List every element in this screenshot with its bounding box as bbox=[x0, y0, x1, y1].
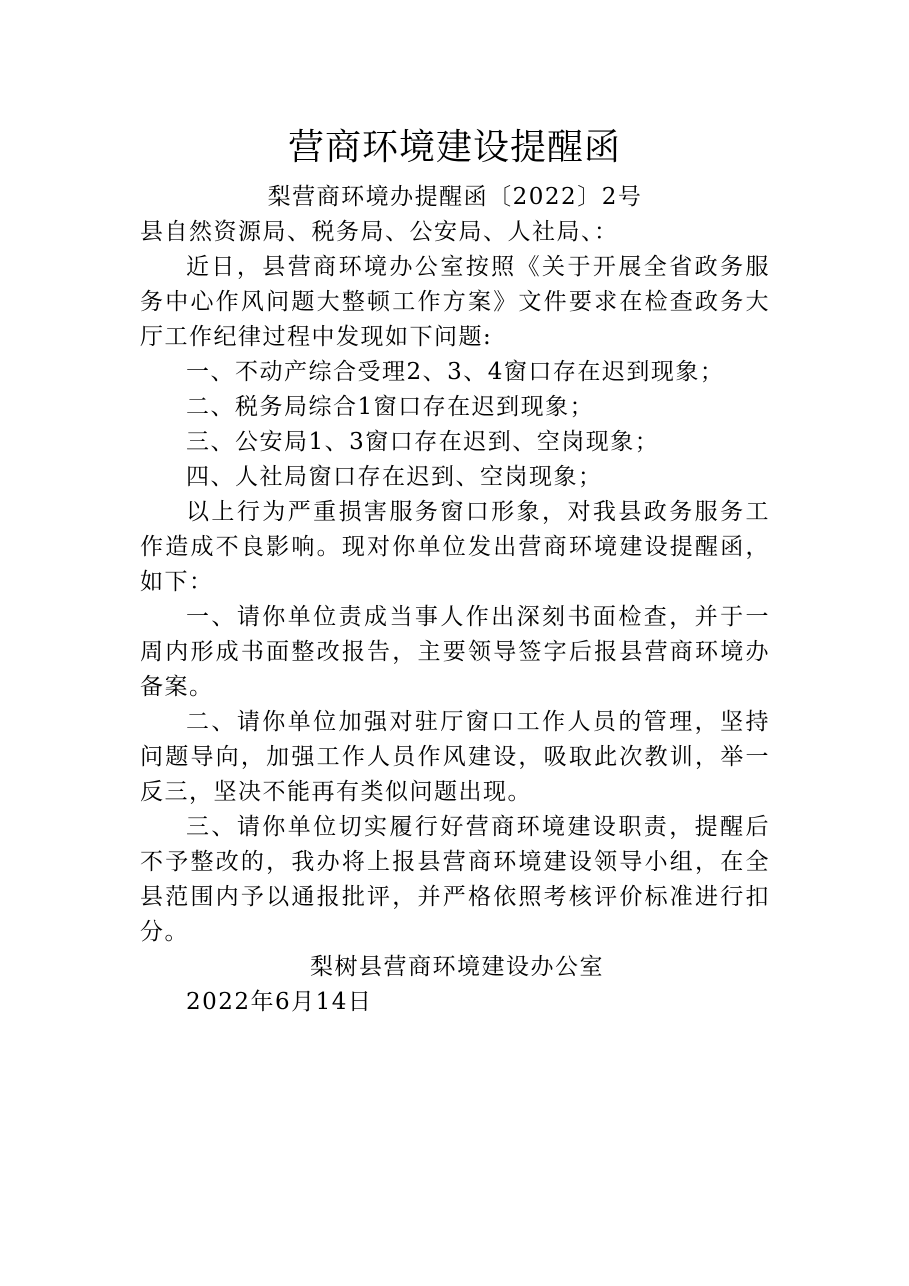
document-date: 2022年6月14日 bbox=[186, 989, 373, 1015]
issue-item-3: 三、公安局1、3窗口存在迟到、空岗现象； bbox=[186, 429, 660, 455]
document-title: 营商环境建设提醒函 bbox=[287, 127, 621, 168]
requirement-item-3: 三、请你单位切实履行好营商环境建设职责，提醒后不予整改的，我办将上报县营商环境建设领导小组，在全县范围内予以通报批评，并严格依照考核评价标准进行扣分。 bbox=[140, 814, 770, 945]
salutation: 县自然资源局、税务局、公安局、人社局、： bbox=[140, 219, 619, 245]
paragraph-impact: 以上行为严重损害服务窗口形象，对我县政务服务工作造成不良影响。现对你单位发出营商环境建设提醒函，如下： bbox=[140, 499, 770, 595]
paragraph-intro: 近日，县营商环境办公室按照《关于开展全省政务服务中心作风问题大整顿工作方案》文件要求在检查政务大厅工作纪律过程中发现如下问题: bbox=[140, 254, 770, 350]
issue-item-1: 一、不动产综合受理2、3、4窗口存在迟到现象； bbox=[186, 359, 725, 385]
document-number: 梨营商环境办提醒函〔2022〕2号 bbox=[267, 184, 643, 210]
issue-item-4: 四、人社局窗口存在迟到、空岗现象； bbox=[186, 464, 603, 490]
document-body bbox=[140, 180, 770, 1020]
requirement-item-2: 二、请你单位加强对驻厅窗口工作人员的管理，坚持问题导向，加强工作人员作风建设，吸取此次教训，举一反三，坚决不能再有类似问题出现。 bbox=[140, 709, 770, 805]
signature-office: 梨树县营商环境建设办公室 bbox=[310, 954, 604, 980]
requirement-item-1: 一、请你单位责成当事人作出深刻书面检查，并于一周内形成书面整改报告，主要领导签字后报县营商环境办备案。 bbox=[140, 604, 770, 700]
issue-item-2: 二、税务局综合1窗口存在迟到现象； bbox=[186, 394, 595, 420]
